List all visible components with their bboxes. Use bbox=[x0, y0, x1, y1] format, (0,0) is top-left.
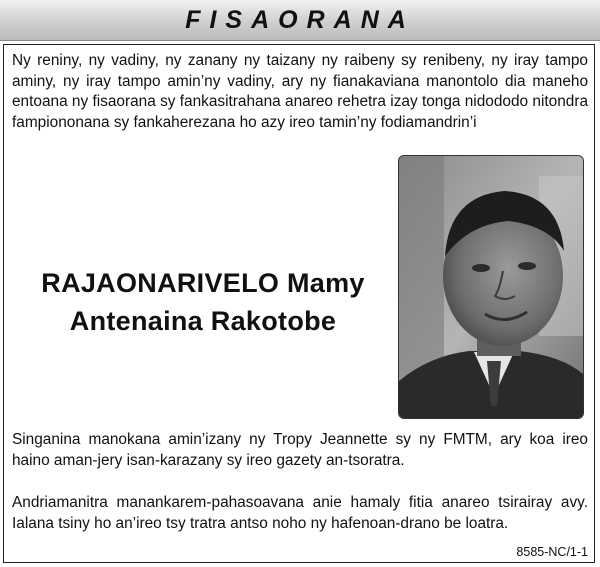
deceased-name-line2: Antenaina Rakotobe bbox=[69, 306, 337, 336]
deceased-name-line1: RAJAONARIVELO Mamy bbox=[41, 268, 365, 298]
blessing-paragraph: Andriamanitra manankarem-pahasoavana anie hamaly fitia anareo tsirairay avy. Ialana tsiny ho an’ireo tsy tratra antso noho ny hafenoan-drano be loatra. bbox=[12, 494, 588, 532]
acknowledgement-paragraph: Singanina manokana amin’izany ny Tropy Jeannette sy ny FMTM, ary koa ireo haino aman-jery isan-karazany sy ireo gazety an-tsoratra. bbox=[12, 431, 588, 469]
reference-code: 8585-NC/1-1 bbox=[516, 545, 588, 559]
deceased-name bbox=[12, 264, 394, 340]
page-title: FISAORANA bbox=[185, 5, 415, 34]
portrait-image bbox=[399, 156, 584, 419]
intro-paragraph: Ny reniny, ny vadiny, ny zanany ny taizany ny raibeny sy renibeny, ny iray tampo aminy, ny iray tampo amin’ny vadiny, ary ny fianakaviana manontolo dia maneho entoana ny fisaorana sy fankasitrahana anareo rehetra izay tonga nidododo nitondra fampiononana sy fankaherezana ho azy ireo tamin’ny fodiamandrin’i bbox=[12, 52, 588, 131]
portrait-photo bbox=[398, 155, 584, 419]
header-banner bbox=[0, 0, 600, 41]
